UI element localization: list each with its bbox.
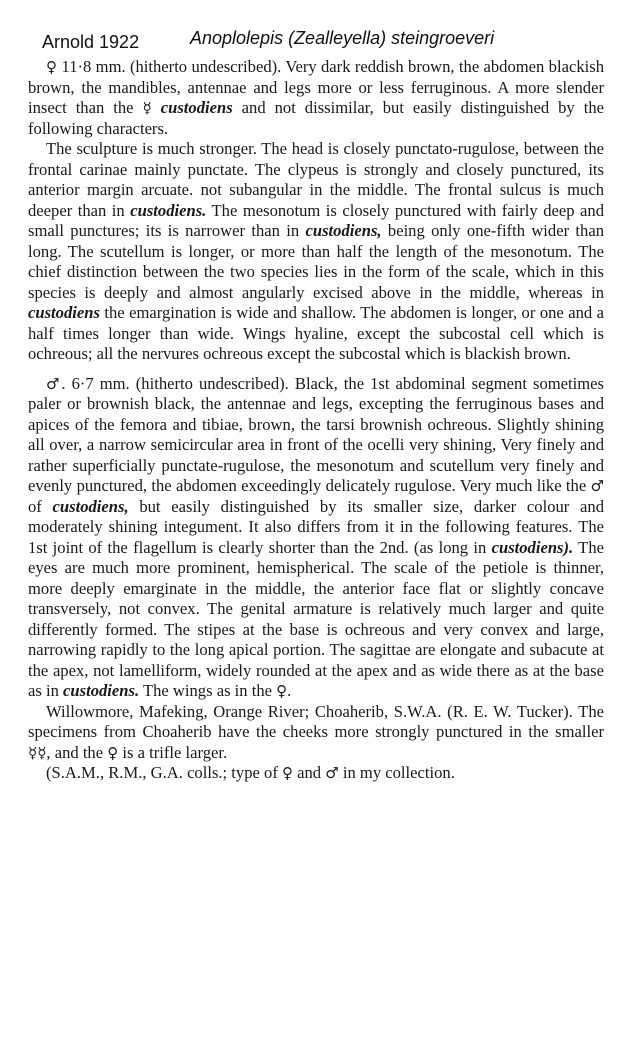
female-symbol-icon: ♀ [107,743,119,762]
species-reference: custodiens [160,98,233,117]
document-body [28,57,604,784]
male-symbol-icon: ♂ [590,477,604,495]
localities-paragraph: Willowmore, Mafeking, Orange River; Choaherib, S.W.A. (R. E. W. Tucker). The specimens from Choaherib have the cheeks more strongly punctured in the smaller ☿☿, and the ♀ is a trifle larger. [28,701,604,762]
sculpture-description: The sculpture is much stronger. The head is closely punctato-rugulose, between the frontal carinae mainly punctate. The clypeus is strongly and closely punctured, its anterior margin arcuate. not subangular in the middle. The frontal sulcus is much deeper than in custodiens. The mesonotum is closely punctured with fairly deep and small punctures; its is narrower than in custodiens, being only one-fifth wider than long. The scutellum is longer, or more than half the length of the mesonotum. The chief distinction between the two species lies in the form of the scale, which in this species is deeply and almost angularly excised above in the middle, whereas in custodiens the emargination is wide and shallow. The abdomen is longer, or one and a half times longer than wide. Wings hyaline, except the subcostal cell which is ochreous; all the nervures ochreous except the subcostal which is blackish brown. [28,139,605,363]
female-symbol-icon: ♀ [282,764,293,782]
species-reference: custodiens, [52,496,129,516]
page-header [0,28,644,58]
workers-symbol-icon: ☿☿ [28,743,47,762]
worker-symbol-icon: ☿ [142,99,152,117]
species-reference: custodiens). [491,537,574,557]
species-reference: custodiens. [130,200,207,220]
species-reference: custodiens. [63,681,140,700]
male-symbol-icon: ♂ [325,764,339,782]
species-reference: custodiens [28,303,100,322]
male-symbol-icon: ♂ [46,374,62,393]
male-description: ♂. 6·7 mm. (hitherto undescribed). Black, the 1st abdominal segment sometimes paler or brownish black, the antennae and legs, excepting the ferruginous bases and apices of the femora and tibiae, brown, the tarsi brownish ochreous. Slightly shining all over, a narrow semicircular area in front of the ocelli very shining, Very finely and rather superficially punctate-rugulose, the mesonotum and scutellum very finely and evenly punctured, the abdomen exceedingly delicately rugulose. Very much like the ♂ of custodiens, but easily distinguished by its smaller size, darker colour and moderately shining integument. It also differs from it in the following features. The 1st joint of the flagellum is clearly shorter than the 2nd. (as long in custodiens). The eyes are much more prominent, hemispherical. The scale of the petiole is thinner, more deeply emarginate in the middle, the anterior face flat or slightly concave transversely, not convex. The genital armature is relatively much larger and quite differently formed. The stipes at the base is ochreous and very convex and large, narrowing rapidly to the long apical portion. The sagittae are elongate and subacute at the apex, not lamelliform, widely rounded at the apex and as wide there as at the base as in custodiens. The wings as in the ♀. [28,373,604,700]
species-title: Anoplolepis (Zealleyella) steingroeveri [190,28,495,48]
author-year: Arnold 1922 [42,32,140,52]
female-symbol-icon: ♀ [46,58,58,76]
female-description: ♀ 11·8 mm. (hitherto undescribed). Very dark reddish brown, the abdomen blackish brown, the mandibles, antennae and legs more or less ferruginous. A more slender insect than the ☿ custodiens and not dissimilar, but easily distinguished by the following characters. [28,57,604,138]
species-reference: custodiens, [305,221,382,240]
female-symbol-icon: ♀ [276,682,288,700]
collections-paragraph: (S.A.M., R.M., G.A. colls.; type of ♀ and ♂ in my collection. [46,763,455,782]
